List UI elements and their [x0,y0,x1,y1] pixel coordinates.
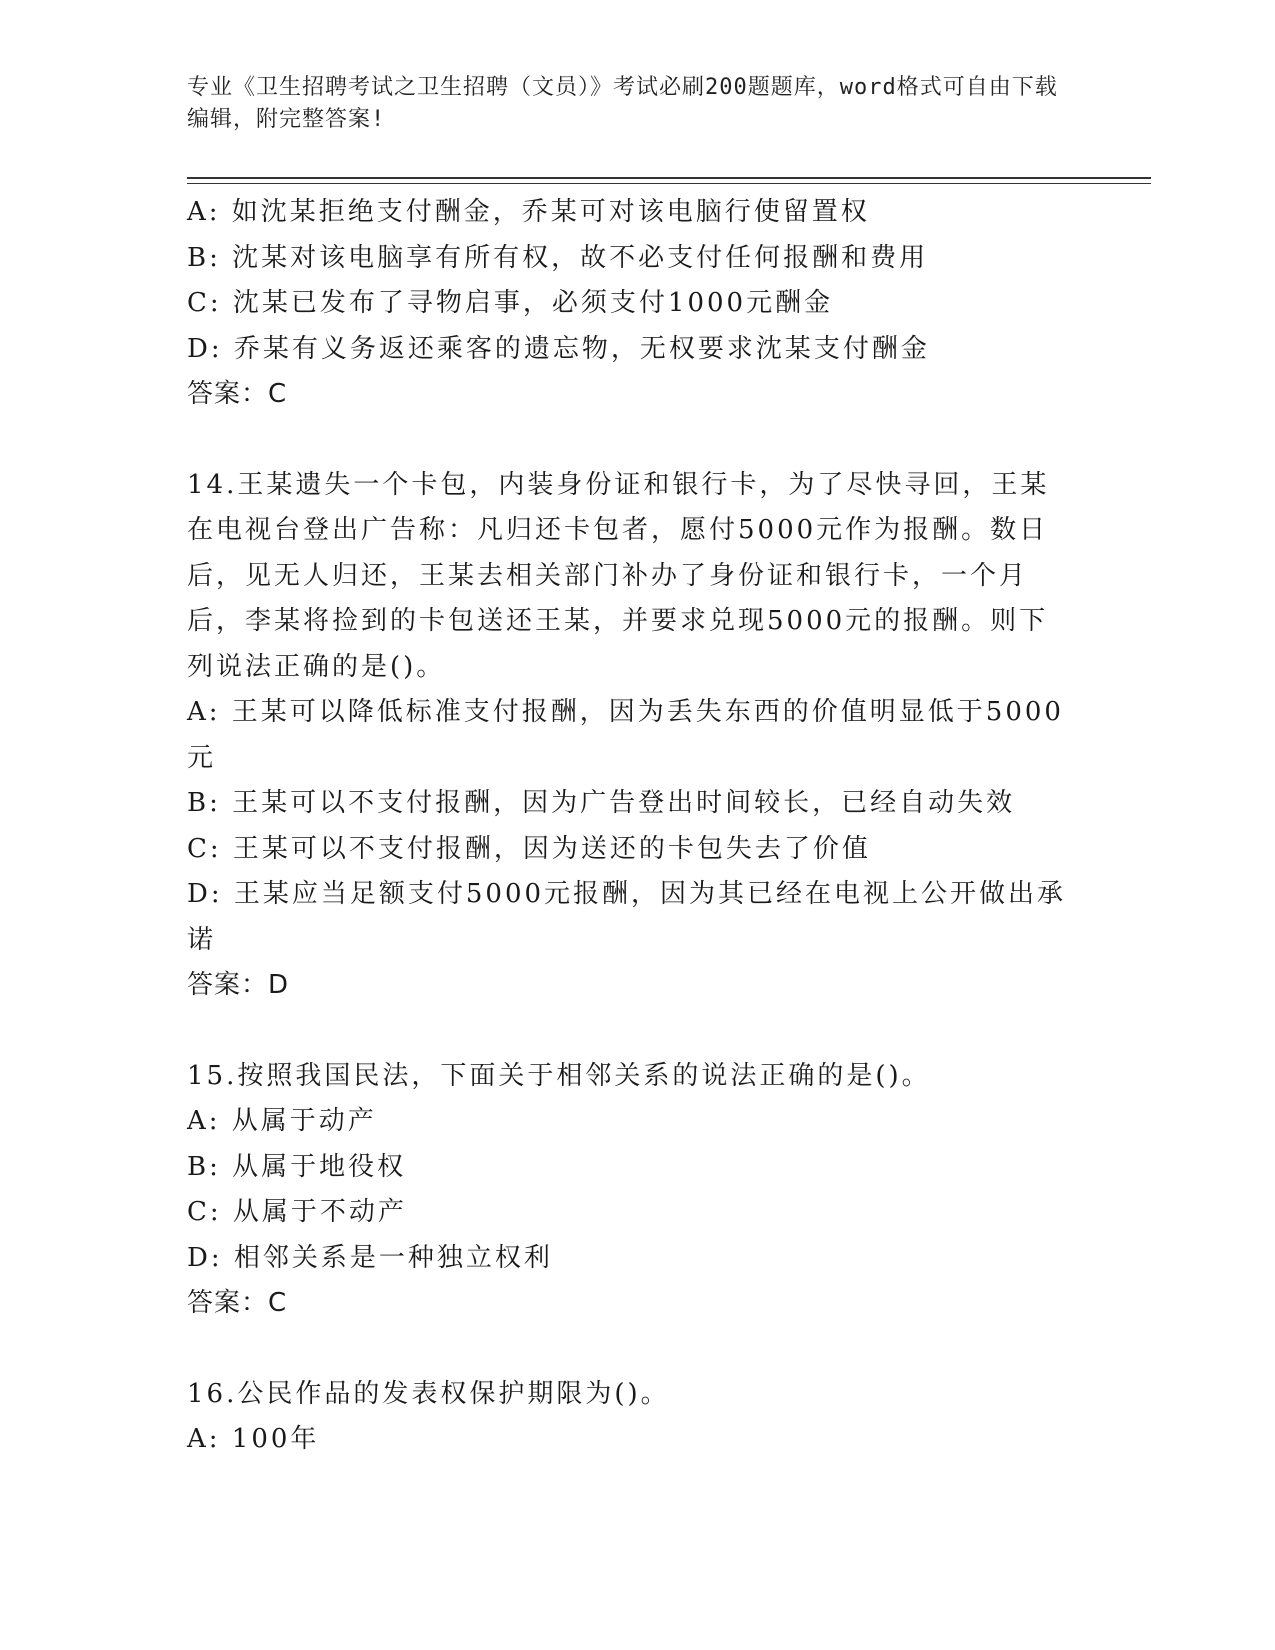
option-a: A: 从属于动产 [187,1106,377,1136]
answer: 答案：C [187,1288,288,1318]
question-13 [187,190,1077,418]
option-d: D: 乔某有义务返还乘客的遗忘物，无权要求沈某支付酬金 [187,333,930,364]
question-stem: 16.公民作品的发表权保护期限为()。 [187,1378,670,1409]
answer: 答案：C [187,379,288,409]
option-a: A: 如沈某拒绝支付酬金，乔某可对该电脑行使留置权 [187,197,870,227]
question-stem: 15.按照我国民法，下面关于相邻关系的说法正确的是()。 [187,1060,931,1091]
answer: 答案：D [187,970,290,1000]
question-16 [187,1372,1077,1463]
option-d: D: 王某应当足额支付5000元报酬，因为其已经在电视上公开做出承诺 [187,879,1067,955]
document-header: 专业《卫生招聘考试之卫生招聘（文员）》考试必刷200题题库，word格式可自由下载编辑，附完整答案! [187,75,1058,132]
option-b: B: 沈某对该电脑享有所有权，故不必支付任何报酬和费用 [187,242,929,273]
question-stem: 14.王某遗失一个卡包，内装身份证和银行卡，为了尽快寻回，王某在电视台登出广告称：凡归还卡包者，愿付5000元作为报酬。数日后，见无人归还，王某去相关部门补办了身份证和银行卡，一个月后，李某将捡到的卡包送还王某，并要求兑现5000元的报酬。则下列说法正确的是()。 [187,469,1050,682]
option-c: C: 王某可以不支付报酬，因为送还的卡包失去了价值 [187,833,871,864]
option-c: C: 从属于不动产 [187,1197,407,1227]
header-rule-thick [187,177,1151,179]
question-list [187,190,1077,1463]
question-14 [187,463,1077,1009]
option-c: C: 沈某已发布了寻物启事，必须支付1000元酬金 [187,288,834,318]
option-b: B: 王某可以不支付报酬，因为广告登出时间较长，已经自动失效 [187,788,1016,818]
option-d: D: 相邻关系是一种独立权利 [187,1242,553,1273]
question-15 [187,1054,1077,1327]
option-a: A: 王某可以降低标准支付报酬，因为丢失东西的价值明显低于5000元 [187,697,1064,773]
header-rule-thin [187,183,1151,184]
option-a: A: 100年 [187,1424,320,1454]
option-b: B: 从属于地役权 [187,1151,407,1182]
